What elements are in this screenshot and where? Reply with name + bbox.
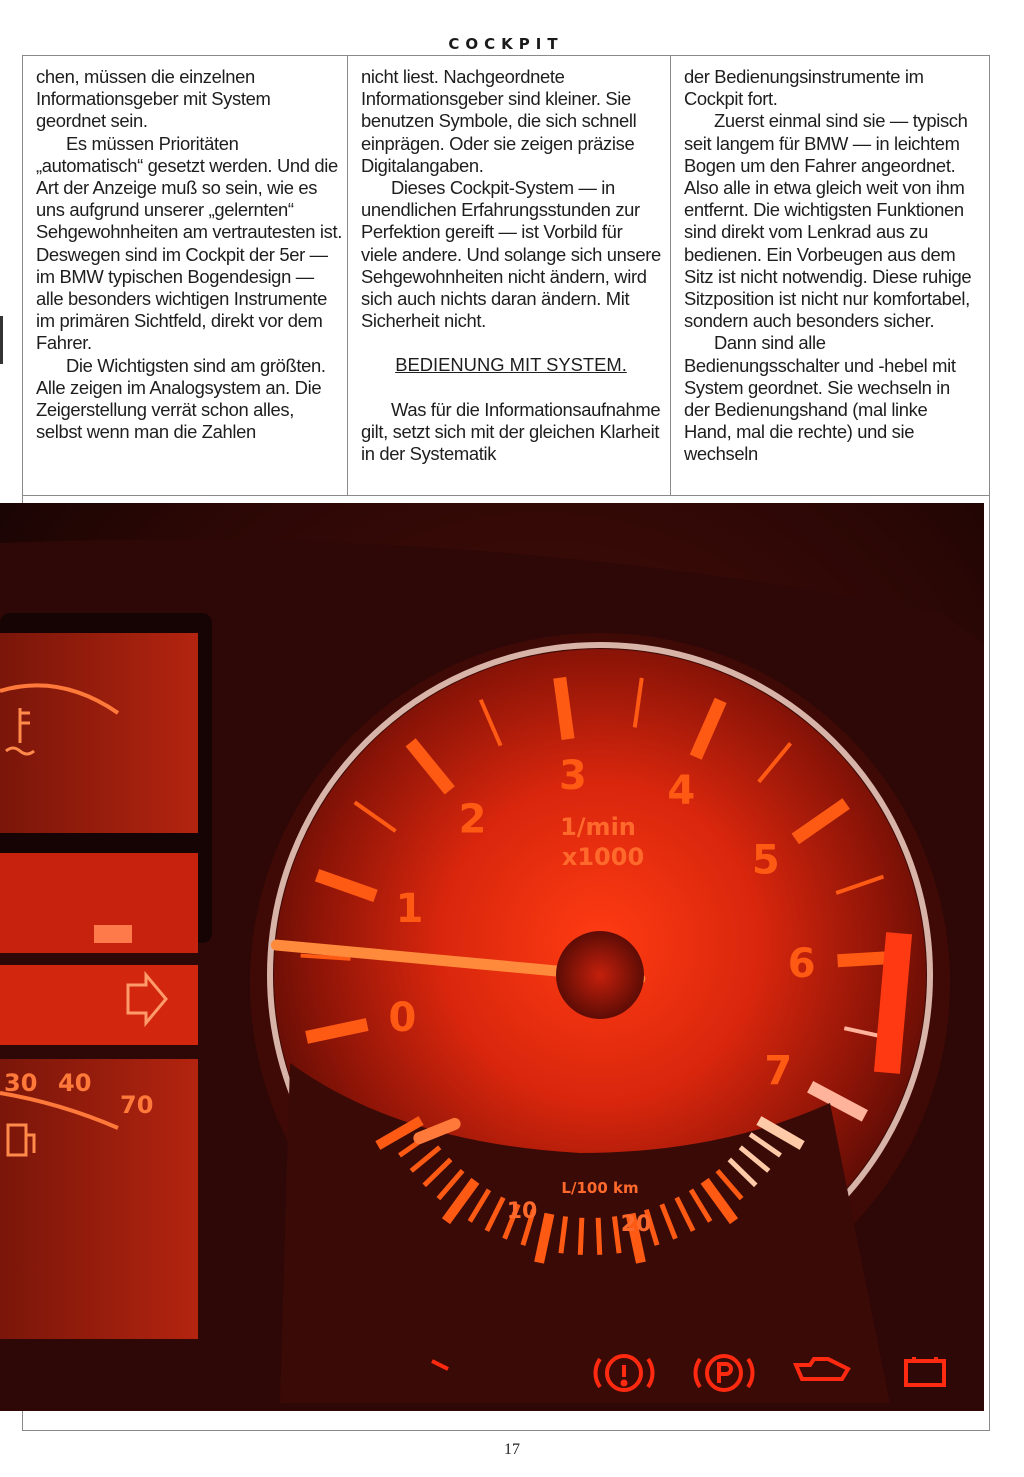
temperature-gauge-face bbox=[0, 633, 198, 833]
paragraph: nicht liest. Nachgeordnete Informationsgeber sind kleiner. Sie benutzen Symbole, die sich schnell einprägen. Oder sie zeigen präzise Digitalangaben. bbox=[361, 66, 637, 176]
indicator-lamp bbox=[94, 925, 132, 943]
paragraph: Was für die Informationsaufnahme gilt, setzt sich mit der gleichen Klarheit in der Systematik bbox=[361, 398, 661, 465]
economy-tick bbox=[580, 1218, 582, 1255]
tachometer-numeral-1: 1 bbox=[395, 885, 424, 932]
economy-numeral-20: 20 bbox=[620, 1212, 652, 1237]
economy-tick bbox=[598, 1218, 600, 1255]
economy-numeral-10: 10 bbox=[506, 1199, 538, 1224]
tachometer-numeral-4: 4 bbox=[667, 768, 696, 815]
tachometer-unit-multiplier: x1000 bbox=[561, 843, 645, 871]
fuel-numeral-30: 30 bbox=[4, 1069, 38, 1097]
cluster-illustration bbox=[0, 503, 984, 1411]
major-tick bbox=[560, 678, 568, 739]
edge-mark bbox=[0, 316, 3, 364]
fuel-numeral-40: 40 bbox=[58, 1069, 92, 1097]
tachometer-numeral-3: 3 bbox=[558, 752, 587, 799]
text-column-2 bbox=[361, 66, 661, 496]
section-header bbox=[22, 32, 990, 56]
text-column-3 bbox=[684, 66, 976, 496]
paragraph: Es müssen Prioritäten „automatisch“ gesetzt werden. Und die Art der Anzeige muß so sein, wie es uns aufgrund unserer „gelernten“ Sehgewohnheiten am vertrautesten ist. Deswegen sind im Cockpit der 5er — im BMW typischen Bogendesign — alle besonders wichtigen Instrumente im primären Sichtfeld, direkt vor dem Fahrer. bbox=[36, 132, 342, 354]
subheading: BEDIENUNG MIT SYSTEM. bbox=[395, 354, 627, 376]
text-column-1 bbox=[36, 66, 342, 496]
column-divider bbox=[670, 56, 671, 495]
tachometer-numeral-0: 0 bbox=[388, 994, 417, 1041]
paragraph: Zuerst einmal sind sie — typisch seit langem für BMW — in leichtem Bogen um den Fahrer angeordnet. Also alle in etwa gleich weit von ihm entfernt. Die wichtigsten Funktionen sind direkt vom Lenkrad aus zu bedienen. Ein Vorbeugen aus dem Sitz ist nicht notwendig. Diese ruhige Sitzposition ist nicht nur komfortabel, sondern auch besonders sicher. bbox=[684, 110, 972, 332]
instrument-cluster-photo bbox=[0, 503, 984, 1411]
tachometer-unit-rpm: 1/min bbox=[560, 813, 636, 841]
page-number: 17 bbox=[504, 1441, 520, 1458]
turn-signal-window bbox=[0, 965, 198, 1045]
tachometer-numeral-2: 2 bbox=[458, 796, 487, 843]
paragraph: Die Wichtigsten sind am größten. Alle zeigen im Analogsystem an. Die Zeigerstellung verrät schon alles, selbst wenn man die Zahlen bbox=[36, 354, 326, 443]
paragraph: chen, müssen die einzelnen Informationsgeber mit System geordnet sein. bbox=[36, 66, 271, 132]
tachometer-numeral-7: 7 bbox=[764, 1047, 793, 1094]
fuel-numeral-70: 70 bbox=[120, 1091, 154, 1119]
needle-hub bbox=[556, 931, 644, 1019]
paragraph: Dieses Cockpit-System — in unendlichen Erfahrungsstunden zur Perfektion gereift — ist Vorbild für viele andere. Und solange sich unsere Sehgewohnheiten nicht ändern, wird sich auch nichts daran ändern. Mit Sicherheit nicht. bbox=[361, 177, 661, 332]
paragraph: der Bedienungsinstrumente im Cockpit fort. bbox=[684, 66, 924, 110]
fuel-gauge-face bbox=[0, 1059, 198, 1339]
tachometer-numeral-6: 6 bbox=[787, 940, 816, 987]
section-title: COCKPIT bbox=[448, 35, 564, 53]
tachometer-numeral-5: 5 bbox=[751, 837, 780, 884]
column-divider bbox=[347, 56, 348, 495]
paragraph: Dann sind alle Bedienungsschalter und -hebel mit System geordnet. Sie wechseln in der Bedienungshand (mal linke Hand, mal die rechte) und sie wechseln bbox=[684, 332, 956, 465]
economy-unit-label: L/100 km bbox=[561, 1179, 639, 1197]
